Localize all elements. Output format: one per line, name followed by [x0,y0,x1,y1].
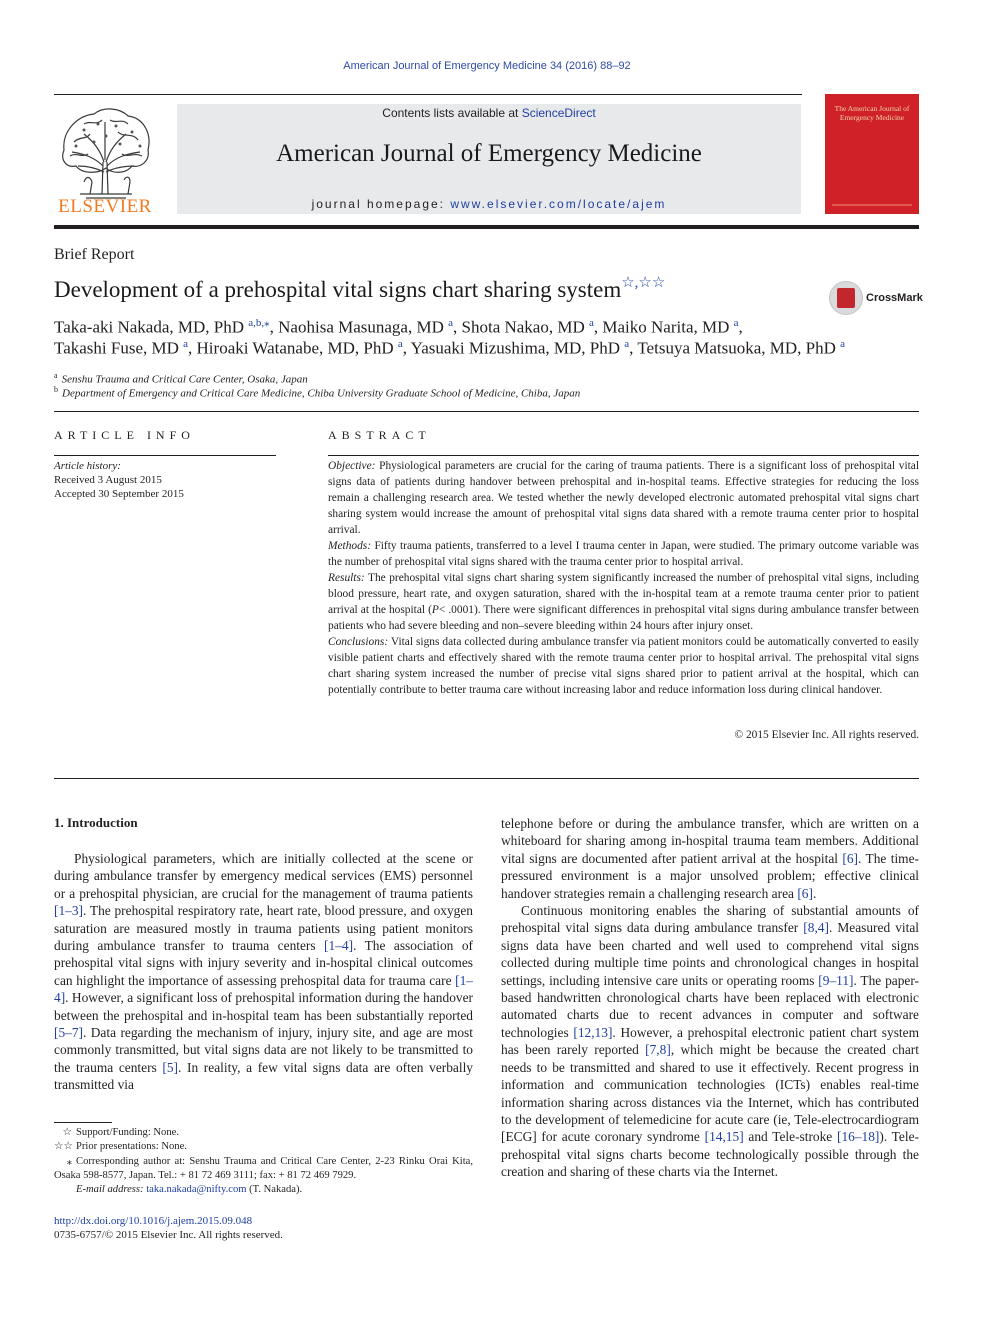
body-text: . [812,885,817,901]
author-list-line-1 [54,316,743,338]
intro-paragraph-2 [501,902,919,1181]
body-text: . The prehospital respiratory rate, heart rate, blood pressure, and oxygen saturation are measured mostly in trauma patients using patient monitors during ambulance transfer to trauma centers [54,903,473,954]
citation-link[interactable]: [14,15] [704,1129,744,1145]
citation-link[interactable]: [1–4] [324,938,354,954]
body-text: Continuous monitoring enables the sharing of substantial amounts of prehospital vital signs data during ambulance transfer [501,903,919,936]
article-info-rule [54,455,276,456]
body-column-right [501,815,919,1181]
title-footnote-marks[interactable]: ☆,☆☆ [621,275,666,291]
abstract-methods [328,538,919,570]
affiliation-text: Senshu Trauma and Critical Care Center, Osaka, Japan [61,373,308,386]
affiliation-mark: a [54,371,58,380]
footnote-corresponding [54,1155,473,1184]
body-text: . In reality, a few vital signs data are often verbally transmitted via [54,1059,474,1093]
abstract-objective [328,458,919,538]
footnotes [54,1126,473,1197]
body-text: . However, a significant loss of prehospital information during the handover between the prehospital and in-hospital team has been substantially reported [54,990,473,1023]
citation-link[interactable]: [1–3] [54,903,84,919]
objective-label: Objective: [328,460,376,472]
body-text: . The time-pressured environment is a major unsolved problem; effective clinical handover strategies remain a challenging research area [501,850,919,901]
introduction-heading: 1. Introduction [54,815,138,830]
history-label: Article history: [54,460,121,472]
masthead-top-rule [54,94,802,95]
author-affiliation-marks[interactable]: a [624,338,630,350]
article-history [54,459,184,501]
citation-link[interactable]: [6] [842,850,859,866]
author-affiliation-marks[interactable]: a [589,317,594,329]
email-owner: (T. Nakada). [246,1184,303,1196]
body-text: . Measured vital signs data have been charted and well used to comprehend vital signs collected during multiple time points and chronological changes in hospital settings, including intensive care units or operating rooms [501,920,920,988]
citation-link[interactable]: [1–4] [54,972,473,1006]
author-name[interactable]: Tetsuya Matsuoka, MD, PhD [637,338,836,358]
citation-link[interactable]: [5] [162,1059,179,1075]
sciencedirect-link[interactable]: ScienceDirect [521,106,596,120]
doi-link[interactable]: http://dx.doi.org/10.1016/j.ajem.2015.09.048 [54,1215,253,1227]
citation-link[interactable]: [16–18] [836,1129,880,1145]
author-affiliation-marks[interactable]: a [183,338,189,350]
footnote-mark: ⁎ [66,1155,72,1167]
author-name[interactable]: Shota Nakao, MD [461,317,585,337]
article-type: Brief Report [54,246,135,263]
body-text: , which might be because the created chart needs to be transmitted and shared to use it effectively. Recent progress in information and communication technologies (ICTs) enables real-time information sharing across distances via the Internet, which has contributed to the development of telemedicine for acute care (ie, Tele-electrocardiogram [ECG] for acute coronary syndrome [501,1042,919,1145]
affiliation-b [54,385,580,400]
author-separator: , [402,338,411,358]
crossmark-label[interactable]: CrossMark [866,292,923,304]
methods-text: Fifty trauma patients, transferred to a level I trauma center in Japan, were studied. The primary outcome variable was the number of prehospital vital signs shared with the trauma center prior to hospital arrival. [328,540,919,568]
author-name[interactable]: Yasuaki Mizushima, MD, PhD [410,338,621,358]
body-text: telephone before or during the ambulance transfer, which are written on a whiteboard for sharing among in-hospital trauma team members. Additional vital signs are documented after patient arrival at the hospital [501,816,919,866]
results-text-cont: < .0001). There were significant differences in prehospital vital signs during ambulance transfer between patients who had severe bleeding and non–severe bleeding within 24 hours after injury onset. [328,604,919,632]
body-text: . Data regarding the mechanism of injury, injury site, and age are most commonly transmitted, but vital signs data are not likely to be transmitted to the trauma centers [54,1025,473,1075]
footnote-rule [54,1122,112,1123]
results-text: The prehospital vital signs chart sharing system significantly increased the number of prehospital vital signs, including blood pressure, heart rate, and oxygen saturation, shared with the in-hospital team at a remote trauma center prior to patient arrival at the hospital ( [328,572,919,616]
article-info-heading: ARTICLE INFO [54,428,195,442]
conclusions-text: Vital signs data collected during ambulance transfer via patient monitors could be automatically converted to easily visible patient charts and effectively shared with the remote trauma center prior to hospital arrival. The prehospital vital signs chart sharing system increased the number of precise vital signs shared prior to patient arrival at the hospital, which can potentially contribute to better trauma care without increasing labor and reduce information loss during clinical handover. [328,636,919,696]
crossmark-bookmark-icon [837,288,855,308]
author-name[interactable]: Naohisa Masunaga, MD [278,317,444,337]
issn-copyright: 0735-6757/© 2015 Elsevier Inc. All rights reserved. [54,1229,283,1241]
cover-title: The American Journal of Emergency Medicine [834,104,910,122]
journal-title: American Journal of Emergency Medicine [276,140,702,167]
homepage-prefix: journal homepage: [311,197,451,211]
author-affiliation-marks[interactable]: a [733,317,739,329]
footnote-email [54,1183,473,1197]
author-name[interactable]: Takashi Fuse, MD [54,338,179,358]
body-text: Physiological parameters, which are initially collected at the scene or during ambulance transfer by emergency medical services (EMS) personnel or a prehospital physician, are crucial for the management of trauma patients [54,851,473,901]
contents-available-line [177,106,801,120]
abstract-copyright: © 2015 Elsevier Inc. All rights reserved. [734,729,919,741]
accepted-date: Accepted 30 September 2015 [54,488,184,500]
body-text: . However, a prehospital electronic patient chart system has been rarely reported [501,1024,919,1058]
abstract-end-rule [54,778,919,779]
author-affiliation-marks[interactable]: a [448,317,454,329]
body-text: . The paper-based handwritten chronological charts have been replaced with electronic automated charts due to recent advances in computer and software technologies [501,972,919,1040]
author-separator: , [738,317,743,337]
author-name[interactable]: Hiroaki Watanabe, MD, PhD [196,338,394,358]
affiliation-mark: b [54,385,58,394]
author-separator: , [453,317,462,337]
author-affiliation-marks[interactable]: a [397,338,403,350]
affiliation-text: Department of Emergency and Critical Care Medicine, Chiba University Graduate School of Medicine, Chiba, Japan [62,387,581,400]
abstract-body [328,458,919,698]
article-title-text: Development of a prehospital vital signs chart sharing system [54,277,622,302]
footnote-mark: ☆ [62,1127,72,1138]
author-name[interactable]: Maiko Narita, MD [602,317,730,337]
footnote-presentations [54,1140,473,1154]
doi-block [54,1214,283,1242]
footnote-text: Prior presentations: None. [76,1141,187,1153]
author-separator: , [593,317,603,337]
cover-footer-bar [832,204,912,206]
journal-homepage-line [177,197,801,211]
author-list-line-2 [54,338,845,359]
footnote-funding [54,1126,473,1140]
abstract-conclusions [328,634,919,698]
citation-link[interactable]: [6] [797,885,813,901]
author-separator: , [629,338,638,358]
abstract-results [328,570,919,634]
citation-link[interactable]: [5–7] [54,1025,84,1041]
citation-link[interactable]: [9–11] [818,972,854,988]
author-name[interactable]: Taka-aki Nakada, MD, PhD [54,317,245,337]
abstract-rule [328,455,919,456]
footnote-text: Corresponding author at: Senshu Trauma and Critical Care Center, 2-23 Rinku Orai Kita, Osaka 598-8577, Japan. Tel.: + 81 72 469 3111; fax: + 81 72 469 7929. [54,1155,473,1181]
results-label: Results: [328,572,365,584]
email-label: E-mail address: [76,1184,144,1196]
conclusions-label: Conclusions: [328,636,389,648]
homepage-link[interactable]: www.elsevier.com/locate/ajem [450,197,667,211]
affiliation-rule [54,411,919,412]
email-link[interactable]: taka.nakada@nifty.com [146,1184,247,1196]
citation-link[interactable]: [8,4] [803,920,829,936]
affiliation-a [54,371,308,386]
running-head[interactable]: American Journal of Emergency Medicine 34 (2016) 88–92 [343,60,631,72]
objective-text: Physiological parameters are crucial for the caring of trauma patients. There is a significant loss of prehospital vital signs data of patients during handover between prehospital and in-hospital teams. Effective strategies for reducing the loss remain a challenging research area. We tested whether the newly developed electronic automated prehospital vital signs chart sharing system would increase the amount of prehospital vital signs data shared with a remote trauma center prior to hospital arrival. [328,460,919,536]
intro-paragraph-1 [54,850,473,1094]
intro-paragraph-1-cont [501,815,919,902]
author-affiliation-marks[interactable]: a [840,338,846,350]
masthead-bottom-rule [54,225,919,229]
author-separator: , [269,317,279,337]
footnote-mark: ☆☆ [54,1141,73,1153]
author-separator: , [188,338,197,358]
citation-link[interactable]: [7,8] [645,1042,671,1058]
body-column-left [54,850,473,1094]
body-text: . The association of prehospital vital signs with injury severity and in-hospital clinical outcomes can highlight the importance of assessing prehospital data for trauma care [54,938,473,988]
citation-link[interactable]: [12,13] [573,1024,613,1040]
footnote-text: Support/Funding: None. [76,1127,179,1138]
author-affiliation-marks[interactable]: a,b,⁎ [248,317,270,329]
contents-prefix: Contents lists available at [382,106,522,120]
body-text: ). Tele-prehospital vital signs charts become technologically possible through the creation and sharing of these charts via the Internet. [501,1129,919,1180]
article-title [54,273,665,303]
body-text: and Tele-stroke [743,1129,837,1145]
methods-label: Methods: [328,540,372,552]
abstract-heading: ABSTRACT [328,428,431,442]
elsevier-wordmark: ELSEVIER [58,196,152,217]
results-p-symbol: P [431,604,439,616]
received-date: Received 3 August 2015 [54,474,162,486]
